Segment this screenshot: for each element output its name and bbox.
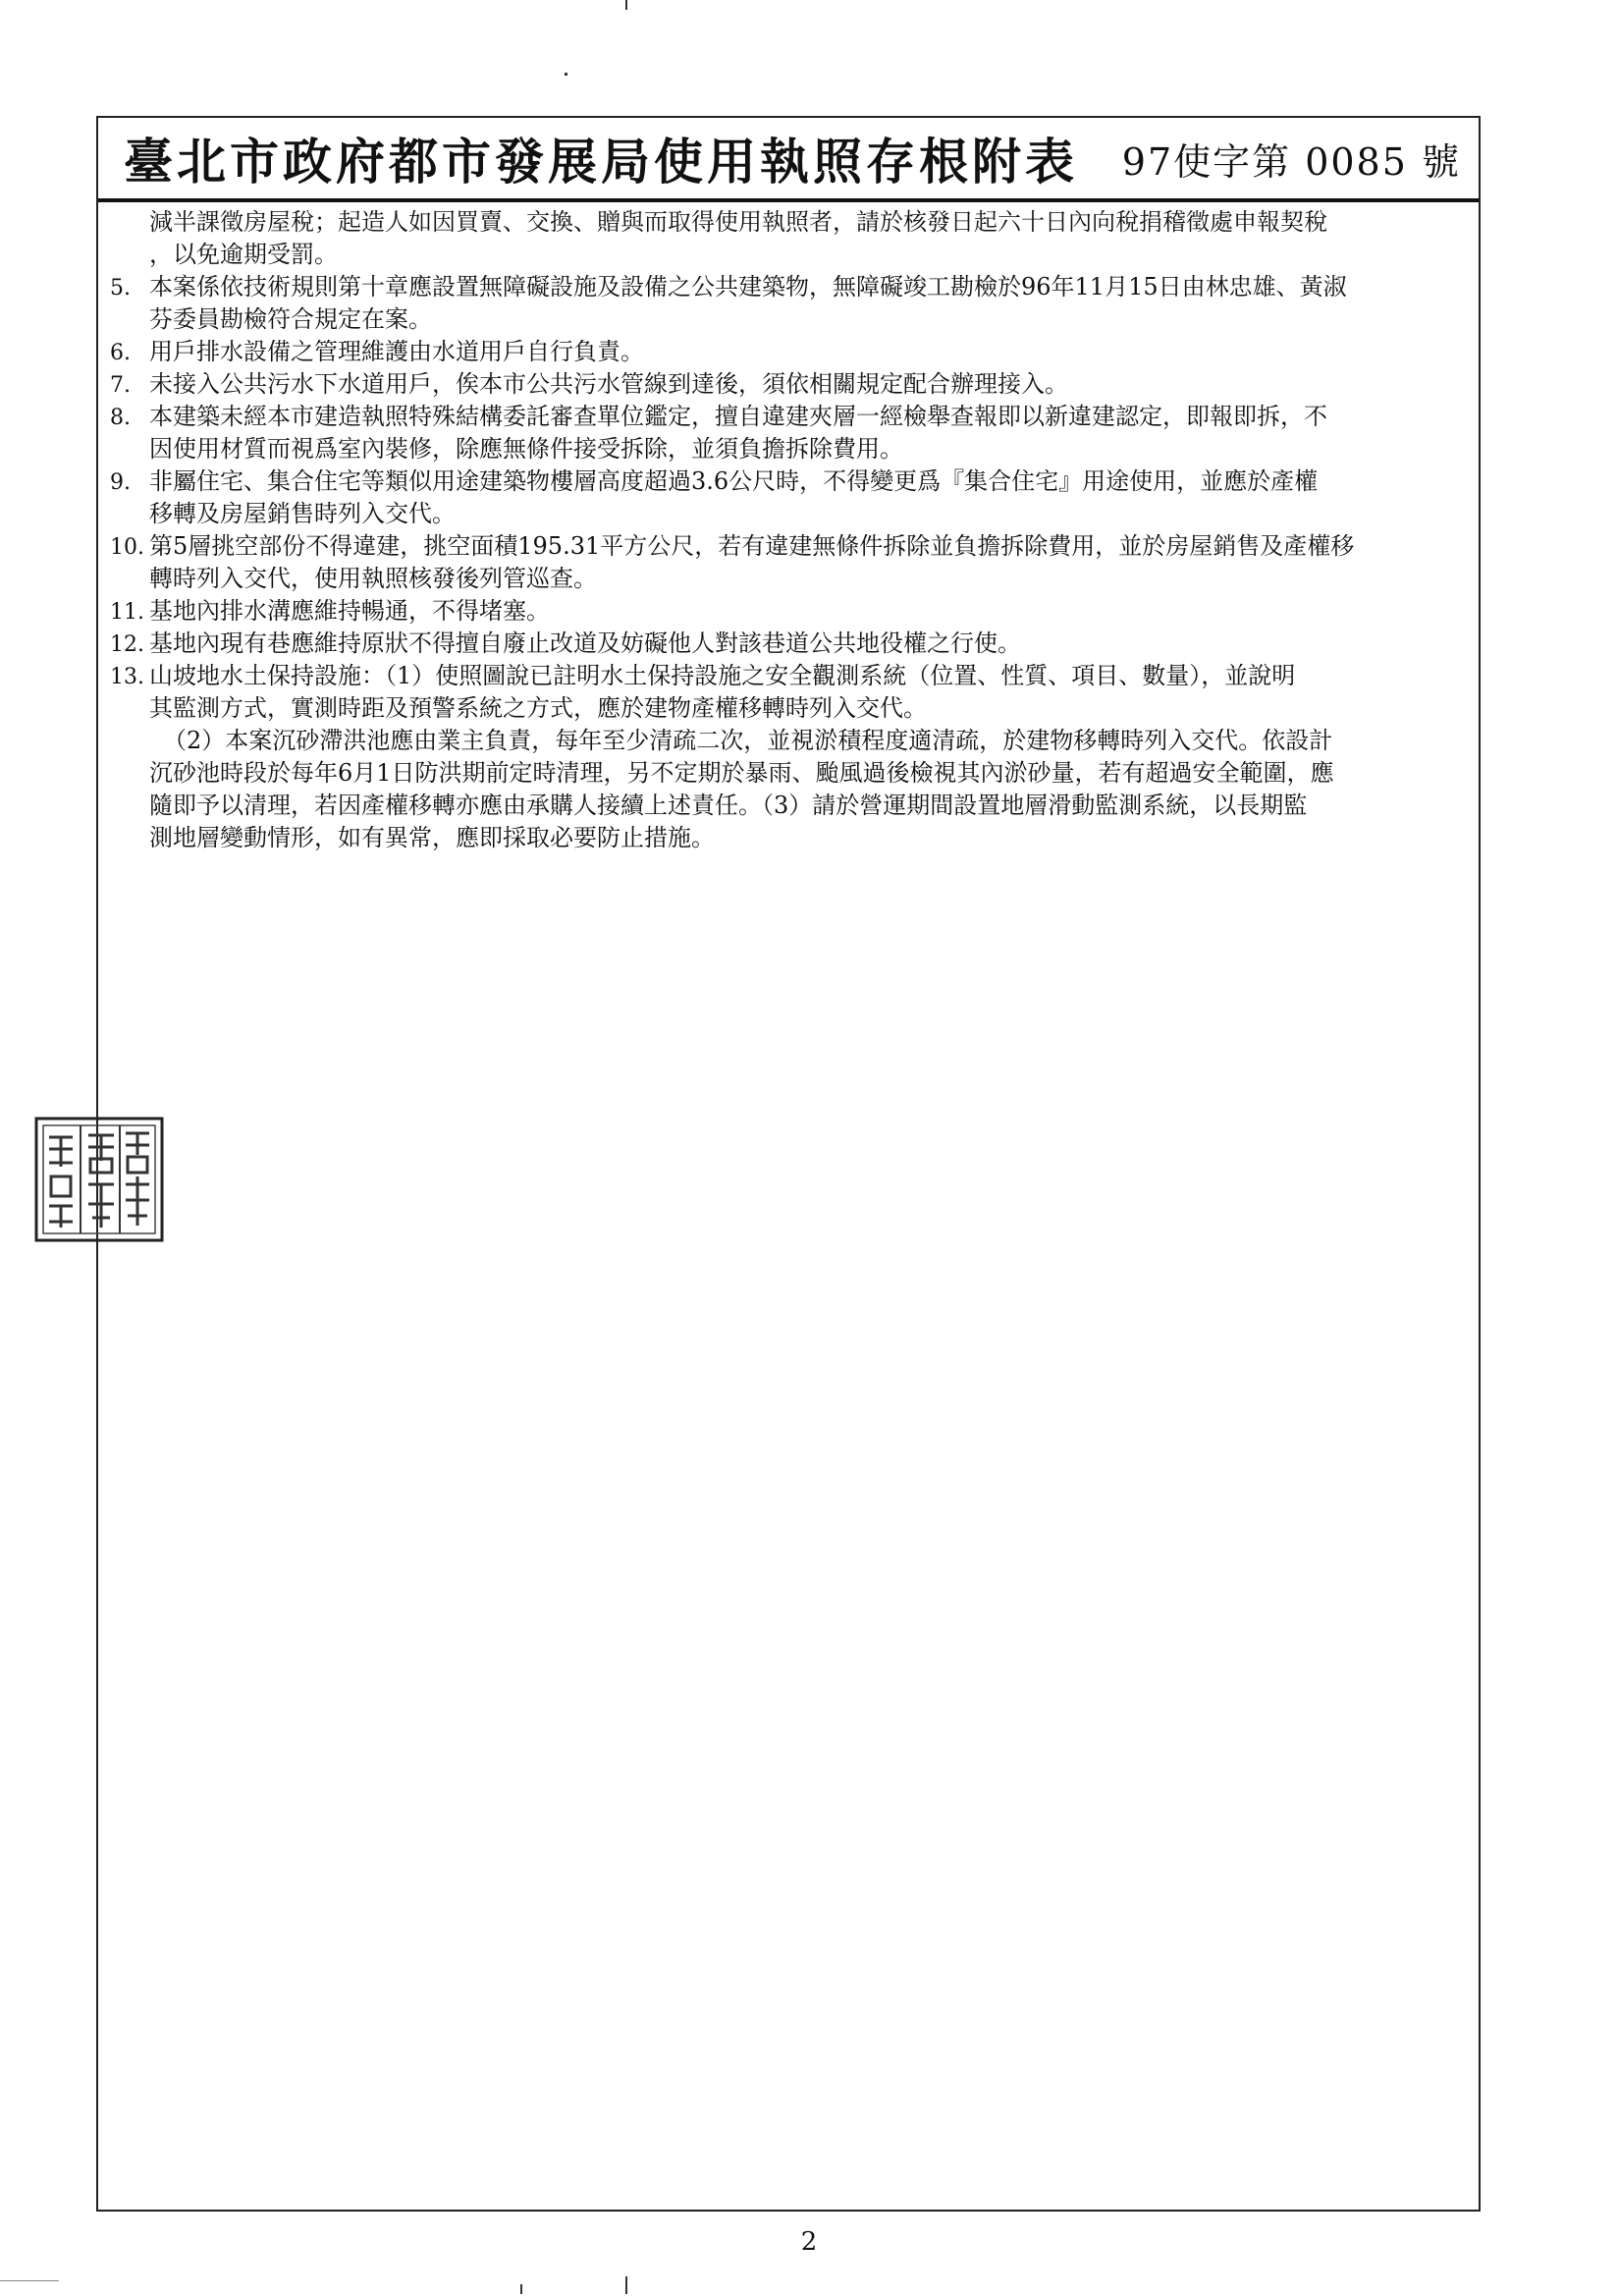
text-line: 測地層變動情形，如有異常，應即採取必要防止措施。 <box>149 824 715 851</box>
text-line: 9. 非屬住宅、集合住宅等類似用途建築物樓層高度超過3.6公尺時，不得變更爲『集合住宅』用途使用，並應於產權 <box>110 467 1319 495</box>
scan-mark <box>625 2276 627 2294</box>
document-title: 臺北市政府都市發展局使用執照存根附表 <box>124 133 1078 191</box>
official-seal-stamp <box>33 1116 165 1243</box>
scan-mark <box>0 2280 59 2281</box>
document-body <box>110 206 1477 854</box>
text-line: ，以免逾期受罰。 <box>149 241 338 268</box>
text-line: 5. 本案係依技術規則第十章應設置無障礙設施及設備之公共建築物，無障礙竣工勘檢於96年11月15日由林忠雄、黃淑 <box>110 273 1347 301</box>
text-line: 其監測方式，實測時距及預警系統之方式，應於建物產權移轉時列入交代。 <box>149 694 927 722</box>
text-line: 隨即予以清理，若因產權移轉亦應由承購人接續上述責任。（3）請於營運期間設置地層滑動監測系統，以長期監 <box>149 792 1308 819</box>
text-line: 7. 未接入公共污水下水道用戶，俟本市公共污水管線到達後，須依相關規定配合辦理接入。 <box>110 370 1068 398</box>
text-line: 減半課徵房屋稅；起造人如因買賣、交換、贈與而取得使用執照者，請於核發日起六十日內向稅捐稽徵處申報契稅 <box>149 208 1327 236</box>
text-line: 6. 用戶排水設備之管理維護由水道用戶自行負責。 <box>110 338 644 365</box>
scan-mark <box>565 73 567 76</box>
page-number: 2 <box>800 2227 818 2257</box>
document-frame <box>96 116 1481 2212</box>
document-header <box>98 118 1479 202</box>
text-line: （2）本案沉砂滯洪池應由業主負責，每年至少清疏二次，並視淤積程度適清疏，於建物移轉時列入交代。依設計 <box>163 727 1333 754</box>
text-line: 12. 基地內現有巷應維持原狀不得擅自廢止改道及妨礙他人對該巷道公共地役權之行使。 <box>110 629 1021 657</box>
scan-mark <box>520 2284 522 2294</box>
text-line: 10. 第5層挑空部份不得違建，挑空面積195.31平方公尺，若有違建無條件拆除並負擔拆除費用，並於房屋銷售及產權移 <box>110 532 1355 560</box>
text-line: 芬委員勘檢符合規定在案。 <box>149 305 432 333</box>
text-line: 沉砂池時段於每年6月1日防洪期前定時清理，另不定期於暴雨、颱風過後檢視其內淤砂量，若有超過安全範圍，應 <box>149 759 1334 787</box>
text-line: 移轉及房屋銷售時列入交代。 <box>149 500 456 527</box>
text-line: 轉時列入交代，使用執照核發後列管巡查。 <box>149 565 597 592</box>
scan-mark <box>625 0 627 10</box>
text-line: 因使用材質而視爲室內裝修，除應無條件接受拆除，並須負擔拆除費用。 <box>149 435 903 463</box>
text-line: 13. 山坡地水土保持設施：（1）使照圖說已註明水土保持設施之安全觀測系統（位置、性質、項目、數量），並說明 <box>110 662 1296 689</box>
document-number: 97使字第 0085 號 <box>1121 140 1461 184</box>
text-line: 8. 本建築未經本市建造執照特殊結構委託審查單位鑑定，擅自違建夾層一經檢舉查報即以新違建認定，即報即拆，不 <box>110 403 1327 430</box>
text-line: 11. 基地內排水溝應維持暢通，不得堵塞。 <box>110 597 550 625</box>
